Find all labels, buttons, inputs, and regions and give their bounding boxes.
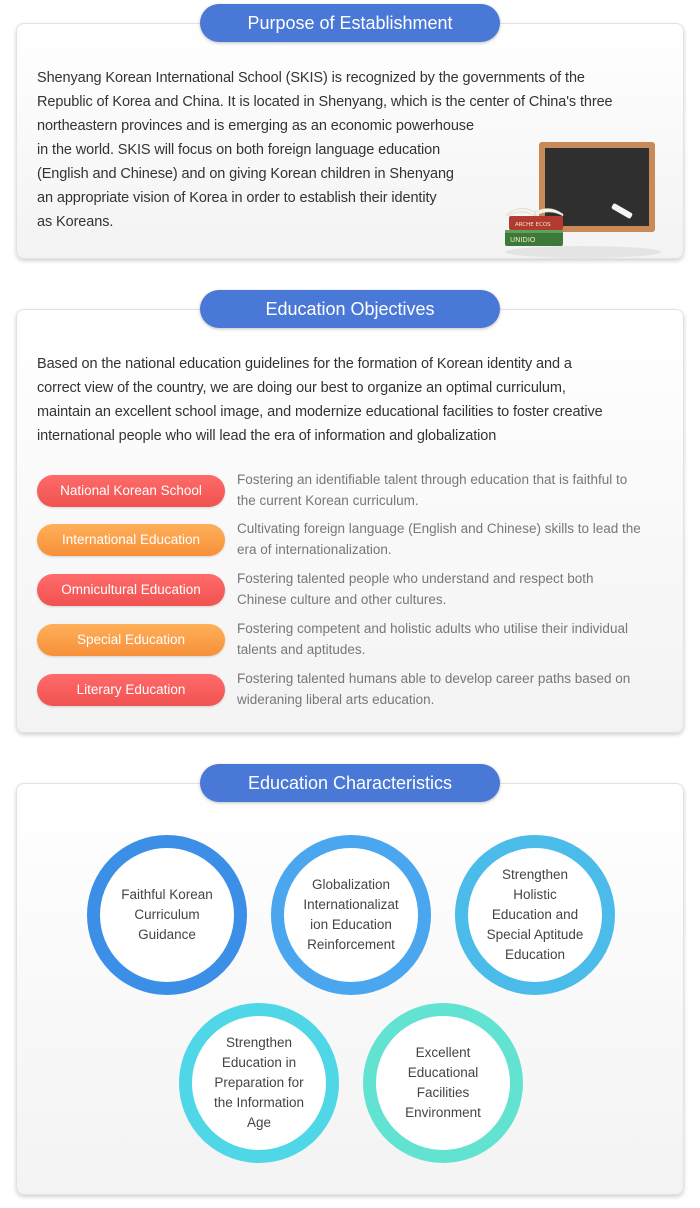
characteristic-circle [179, 1003, 339, 1163]
characteristic-line: Environment [405, 1105, 481, 1120]
characteristic-circle [363, 1003, 523, 1163]
characteristic-line: Preparation for [214, 1075, 304, 1090]
objectives-intro-line: correct view of the country, we are doing our best to organize an optimal curriculum, [37, 380, 566, 396]
purpose-line: in the world. SKIS will focus on both foreign language education [37, 142, 441, 158]
objective-desc-line: Fostering an identifiable talent through education that is faithful to [237, 472, 628, 487]
objectives-intro-line: maintain an excellent school image, and modernize educational facilities to foster creative [37, 404, 603, 420]
objective-item [37, 469, 667, 513]
purpose-line: northeastern provinces and is emerging as an economic powerhouse [37, 118, 474, 134]
objectives-intro [37, 352, 603, 448]
characteristic-label [390, 1043, 496, 1123]
characteristic-line: Reinforcement [307, 937, 395, 952]
purpose-line: (English and Chinese) and on giving Korean children in Shenyang [37, 166, 454, 182]
objective-badge: Special Education [37, 624, 225, 656]
objective-description [237, 618, 667, 660]
objectives-section [16, 290, 684, 736]
chalkboard-books-illustration [499, 134, 667, 264]
characteristic-line: Educational [407, 1065, 479, 1080]
objective-desc-line: the current Korean curriculum. [237, 493, 419, 508]
characteristic-label [482, 865, 588, 965]
characteristic-circle [271, 835, 431, 995]
objective-badge: National Korean School [37, 475, 225, 507]
objectives-intro-line: Based on the national education guidelines for the formation of Korean identity and a [37, 356, 572, 372]
characteristic-line: Excellent [415, 1045, 471, 1060]
book-label: UNIDIO [510, 236, 536, 244]
objective-item [37, 618, 667, 662]
characteristic-circle [87, 835, 247, 995]
objective-item [37, 668, 667, 712]
characteristic-line: Age [246, 1115, 272, 1130]
characteristic-line: the Information [213, 1095, 305, 1110]
purpose-line: Shenyang Korean International School (SKIS) is recognized by the governments of the [37, 70, 585, 86]
objective-item [37, 518, 667, 562]
purpose-title: Purpose of Establishment [200, 4, 500, 42]
book-label: ARCHE ECOS [515, 222, 551, 228]
objective-description [237, 568, 667, 610]
purpose-line: an appropriate vision of Korea in order to establish their identity [37, 190, 437, 206]
characteristic-line: Facilities [416, 1085, 470, 1100]
characteristics-section [16, 764, 684, 1198]
objective-desc-line: wideraning liberal arts education. [237, 692, 435, 707]
objective-badge: Omnicultural Education [37, 574, 225, 606]
characteristic-line: Globalization [311, 877, 391, 892]
characteristic-line: Faithful Korean [121, 887, 213, 902]
characteristic-line: Education [504, 947, 566, 962]
characteristics-card [16, 783, 684, 1195]
characteristic-line: ion Education [310, 917, 392, 932]
objectives-title: Education Objectives [200, 290, 500, 328]
purpose-card [16, 23, 684, 259]
objective-desc-line: era of internationalization. [237, 542, 392, 557]
objective-description [237, 469, 667, 511]
objective-desc-line: Chinese culture and other cultures. [237, 592, 447, 607]
characteristic-line: Education in [221, 1055, 297, 1070]
objectives-card [16, 309, 684, 733]
characteristic-line: Education and [491, 907, 579, 922]
characteristic-line: Curriculum [134, 907, 200, 922]
objective-desc-line: Fostering talented humans able to develop career paths based on [237, 671, 631, 686]
characteristic-line: Internationalizat [303, 897, 399, 912]
characteristic-label [206, 1033, 312, 1133]
characteristic-line: Guidance [138, 927, 196, 942]
objectives-intro-line: international people who will lead the era of information and globalization [37, 428, 497, 444]
characteristic-line: Holistic [513, 887, 557, 902]
characteristics-title: Education Characteristics [200, 764, 500, 802]
purpose-line: as Koreans. [37, 214, 114, 230]
characteristic-line: Strengthen [225, 1035, 293, 1050]
purpose-line: Republic of Korea and China. It is located in Shenyang, which is the center of China's three [37, 94, 613, 110]
objective-desc-line: Fostering competent and holistic adults who utilise their individual [237, 621, 628, 636]
purpose-section [16, 4, 684, 260]
objective-desc-line: Fostering talented people who understand and respect both [237, 571, 594, 586]
characteristic-line: Strengthen [501, 867, 569, 882]
objective-item [37, 568, 667, 612]
characteristic-label [114, 885, 220, 945]
objective-badge: Literary Education [37, 674, 225, 706]
objective-desc-line: talents and aptitudes. [237, 642, 366, 657]
characteristic-line: Special Aptitude [486, 927, 584, 942]
objective-desc-line: Cultivating foreign language (English and Chinese) skills to lead the [237, 521, 641, 536]
objective-description [237, 668, 667, 710]
characteristic-label [298, 875, 404, 955]
characteristic-circle [455, 835, 615, 995]
objective-description [237, 518, 667, 560]
objective-badge: International Education [37, 524, 225, 556]
